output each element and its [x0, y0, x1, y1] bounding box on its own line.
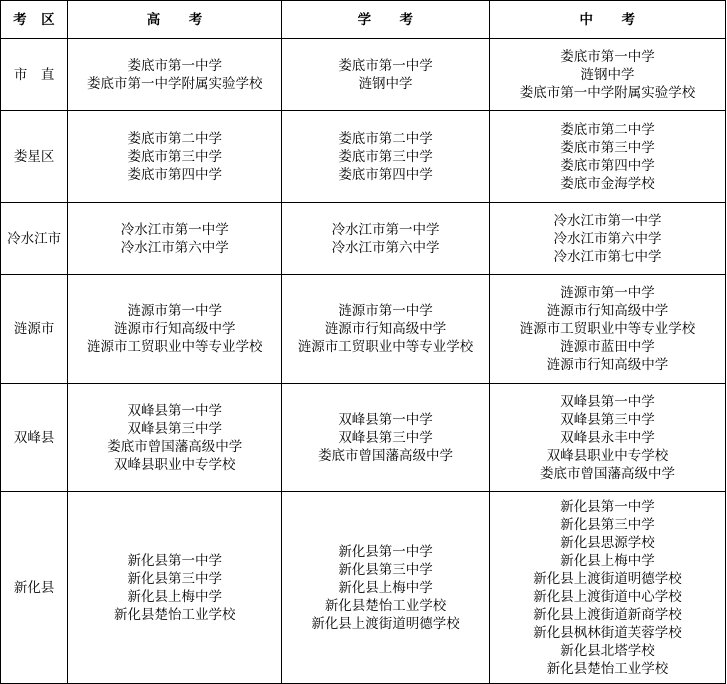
school-name: 娄底市第三中学: [560, 139, 655, 156]
school-name: 娄底市第一中学附属实验学校: [86, 75, 263, 92]
school-name: 娄底市第三中学: [338, 148, 433, 165]
school-name: 新化县上梅中学: [338, 579, 433, 596]
school-name: 娄底市第一中学: [338, 57, 433, 74]
district-cell: 双峰县: [1, 384, 68, 492]
school-name: 新化县楚怡工业学校: [324, 597, 447, 614]
school-name: 新化县上梅中学: [560, 552, 655, 569]
zhongkao-cell: [490, 275, 726, 384]
school-name: 双峰县第一中学: [560, 393, 655, 410]
zhongkao-cell: [490, 384, 726, 492]
school-name: 娄底市第一中学附属实验学校: [519, 84, 696, 101]
school-name: 双峰县职业中专学校: [546, 447, 669, 464]
table-row: [1, 111, 726, 203]
school-name: 涟源市行知高级中学: [546, 303, 669, 319]
school-name: 娄底市第一中学: [127, 57, 222, 74]
school-name: 新化县上渡街道明德学校: [533, 570, 682, 587]
header-district: 考 区: [1, 1, 68, 39]
zhongkao-cell: [490, 203, 726, 275]
gaokao-cell: [68, 492, 282, 684]
school-name: 娄底市曾国藩高级中学: [318, 447, 454, 464]
school-name: 娄底市第二中学: [127, 130, 222, 147]
table-row: [1, 39, 726, 111]
school-name: 娄底市第四中学: [560, 157, 655, 174]
school-name: 娄底市第四中学: [127, 166, 222, 183]
district-cell: 冷水江市: [1, 203, 68, 275]
zhongkao-cell: [490, 39, 726, 111]
table-row: [1, 492, 726, 684]
school-name: 涟源市行知高级中学: [113, 321, 236, 337]
zhongkao-cell: [490, 111, 726, 203]
table-row: [1, 384, 726, 492]
school-name: 涟源市工贸职业中等专业学校: [297, 339, 474, 355]
district-cell: 市 直: [1, 39, 68, 111]
school-name: 双峰县第三中学: [338, 429, 433, 446]
header-row: [1, 1, 726, 39]
school-name: 娄底市第三中学: [127, 148, 222, 165]
gaokao-cell: [68, 384, 282, 492]
school-name: 涟源市工贸职业中等专业学校: [519, 321, 696, 337]
school-name: 冷水江市第一中学: [553, 212, 662, 229]
xuekao-cell: [282, 492, 490, 684]
school-name: 新化县思源学校: [560, 534, 655, 551]
school-name: 新化县枫林街道芙蓉学校: [533, 624, 682, 641]
school-name: 涟源市第一中学: [127, 303, 222, 319]
gaokao-cell: [68, 275, 282, 384]
school-name: 新化县楚怡工业学校: [113, 606, 236, 623]
xuekao-cell: [282, 39, 490, 111]
school-name: 冷水江市第六中学: [120, 239, 229, 256]
table-row: [1, 275, 726, 384]
school-name: 新化县第一中学: [560, 498, 655, 515]
zhongkao-cell: [490, 492, 726, 684]
gaokao-cell: [68, 39, 282, 111]
school-name: 涟源市第一中学: [338, 303, 433, 319]
school-name: 新化县上渡街道明德学校: [311, 615, 460, 632]
header-gaokao: 高 考: [68, 1, 282, 39]
school-name: 娄底市金海学校: [560, 175, 655, 192]
school-name: 涟源市行知高级中学: [324, 321, 447, 337]
district-cell: 涟源市: [1, 275, 68, 384]
school-name: 冷水江市第七中学: [553, 248, 662, 265]
xuekao-cell: [282, 111, 490, 203]
school-name: 新化县第一中学: [338, 543, 433, 560]
school-name: 新化县第一中学: [127, 552, 222, 569]
school-name: 冷水江市第一中学: [331, 221, 440, 238]
gaokao-cell: [68, 203, 282, 275]
school-name: 双峰县第一中学: [127, 402, 222, 419]
school-name: 双峰县第三中学: [560, 411, 655, 428]
school-name: 娄底市曾国藩高级中学: [107, 438, 243, 455]
table-body: [1, 39, 726, 684]
school-name: 双峰县永丰中学: [560, 429, 655, 446]
school-name: 涟源市蓝田中学: [560, 339, 655, 355]
school-name: 涟源市工贸职业中等专业学校: [86, 339, 263, 355]
school-name: 新化县上渡街道中心学校: [533, 588, 682, 605]
school-name: 新化县第三中学: [560, 516, 655, 533]
school-name: 涟钢中学: [580, 66, 635, 83]
xuekao-cell: [282, 275, 490, 384]
school-name: 涟源市第一中学: [560, 285, 655, 301]
school-name: 娄底市第一中学: [560, 48, 655, 65]
xuekao-cell: [282, 384, 490, 492]
header-zhongkao: 中 考: [490, 1, 726, 39]
xuekao-cell: [282, 203, 490, 275]
school-name: 新化县上梅中学: [127, 588, 222, 605]
header-xuekao: 学 考: [282, 1, 490, 39]
school-name: 娄底市第二中学: [560, 121, 655, 138]
school-name: 双峰县第一中学: [338, 411, 433, 428]
school-name: 娄底市曾国藩高级中学: [540, 465, 675, 482]
district-cell: 娄星区: [1, 111, 68, 203]
gaokao-cell: [68, 111, 282, 203]
table-row: [1, 203, 726, 275]
school-name: 新化县楚怡工业学校: [546, 660, 669, 677]
school-name: 双峰县职业中专学校: [113, 456, 236, 473]
school-name: 新化县北塔学校: [560, 642, 655, 659]
school-name: 娄底市第四中学: [338, 166, 433, 183]
school-name: 新化县第三中学: [127, 570, 222, 587]
district-cell: 新化县: [1, 492, 68, 684]
school-name: 冷水江市第六中学: [331, 239, 440, 256]
school-name: 双峰县第三中学: [127, 420, 222, 437]
school-name: 冷水江市第一中学: [120, 221, 229, 238]
school-name: 冷水江市第六中学: [553, 230, 662, 247]
school-name: 新化县第三中学: [338, 561, 433, 578]
school-name: 涟钢中学: [358, 75, 413, 92]
school-name: 新化县上渡街道新商学校: [533, 606, 682, 623]
school-name: 娄底市第二中学: [338, 130, 433, 147]
school-name: 涟源市行知高级中学: [546, 357, 669, 373]
